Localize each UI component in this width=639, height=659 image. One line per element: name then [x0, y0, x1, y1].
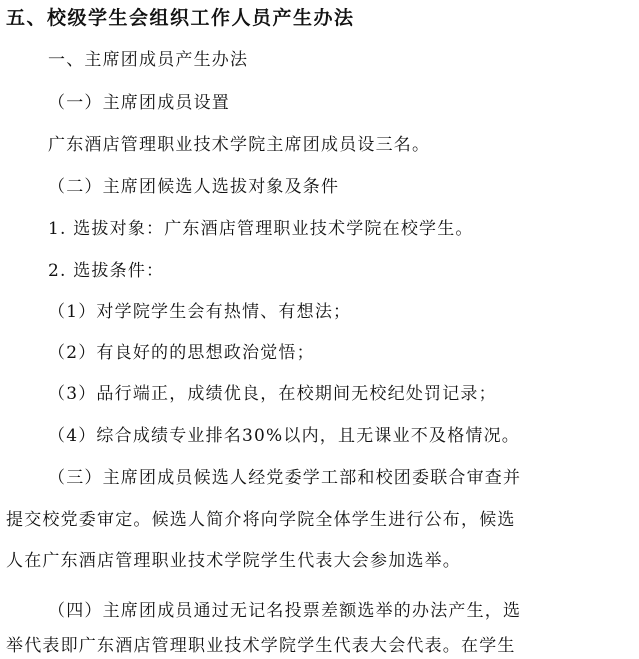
condition-item: （3）品行端正，成绩优良，在校期间无校纪处罚记录； [48, 384, 497, 404]
paragraph-line: 提交校党委审定。候选人简介将向学院全体学生进行公布，候选 [6, 510, 516, 530]
paragraph-line: （三）主席团成员候选人经党委学工部和校团委联合审查并 [48, 468, 522, 488]
paragraph-line: 举代表即广东酒店管理职业技术学院学生代表大会代表。在学生 [6, 636, 516, 656]
subsection-title: 一、主席团成员产生办法 [48, 50, 249, 70]
section-heading: 五、校级学生会组织工作人员产生办法 [6, 7, 355, 29]
condition-item: （2）有良好的的思想政治觉悟； [48, 343, 315, 363]
paragraph-line: 广东酒店管理职业技术学院主席团成员设三名。 [48, 135, 431, 155]
list-item: 1. 选拔对象：广东酒店管理职业技术学院在校学生。 [48, 219, 474, 239]
condition-item: （1）对学院学生会有热情、有想法； [48, 302, 352, 322]
condition-item: （4）综合成绩专业排名30%以内，且无课业不及格情况。 [48, 426, 520, 446]
paragraph-line: （四）主席团成员通过无记名投票差额选举的办法产生，选 [48, 601, 522, 621]
list-item: 2. 选拔条件： [48, 261, 165, 281]
item-title: （一）主席团成员设置 [48, 93, 230, 113]
paragraph-line: 人在广东酒店管理职业技术学院学生代表大会参加选举。 [6, 551, 461, 571]
item-title: （二）主席团候选人选拔对象及条件 [48, 177, 340, 197]
